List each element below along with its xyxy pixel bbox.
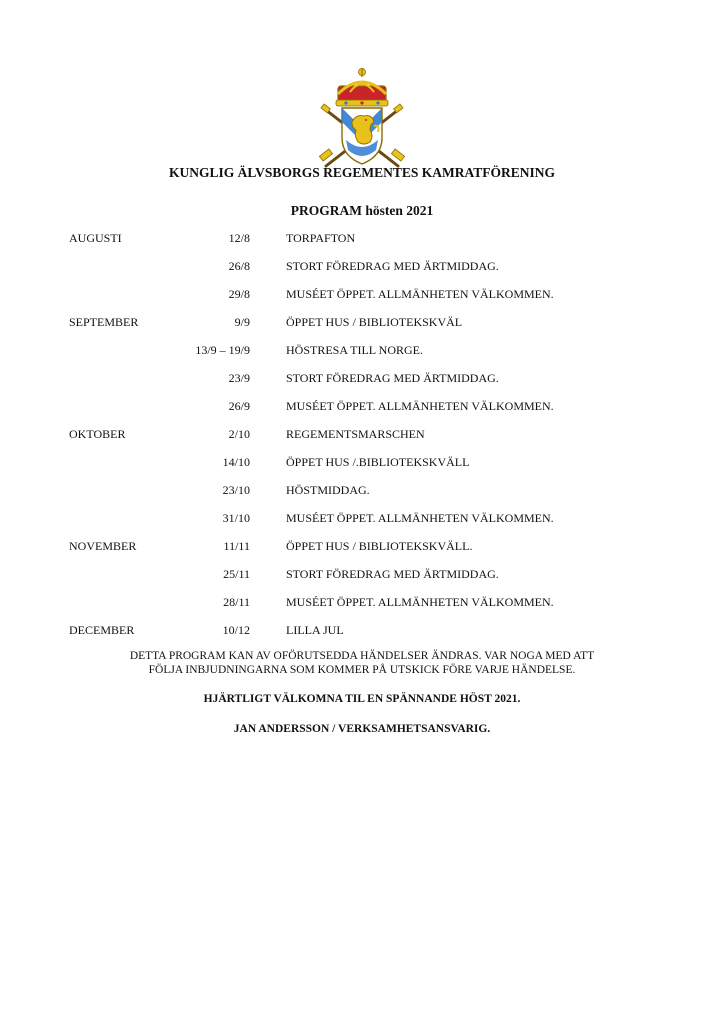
program-date: 9/9 bbox=[234, 315, 250, 329]
program-date: 26/8 bbox=[228, 259, 250, 273]
program-row bbox=[0, 399, 724, 417]
welcome-text: HJÄRTLIGT VÄLKOMNA TIL EN SPÄNNANDE HÖST 2021. bbox=[203, 693, 521, 705]
program-date: 28/11 bbox=[223, 595, 250, 609]
program-event: REGEMENTSMARSCHEN bbox=[286, 427, 425, 441]
program-event: MUSÉET ÖPPET. ALLMÄNHETEN VÄLKOMMEN. bbox=[286, 287, 554, 301]
program-event: MUSÉET ÖPPET. ALLMÄNHETEN VÄLKOMMEN. bbox=[286, 511, 554, 525]
program-date: 11/11 bbox=[223, 539, 250, 553]
program-event: HÖSTRESA TILL NORGE. bbox=[286, 343, 424, 357]
program-event: MUSÉET ÖPPET. ALLMÄNHETEN VÄLKOMMEN. bbox=[286, 399, 554, 413]
program-row bbox=[0, 511, 724, 529]
program-date: 26/9 bbox=[228, 399, 250, 413]
program-event: MUSÉET ÖPPET. ALLMÄNHETEN VÄLKOMMEN. bbox=[286, 595, 554, 609]
program-row bbox=[0, 315, 724, 333]
program-date: 29/8 bbox=[228, 287, 250, 301]
program-month: NOVEMBER bbox=[69, 539, 137, 553]
signature: JAN ANDERSSON / VERKSAMHETSANSVARIG. bbox=[233, 723, 491, 735]
program-row bbox=[0, 567, 724, 585]
organization-title: KUNGLIG ÄLVSBORGS REGEMENTES KAMRATFÖRENING bbox=[169, 165, 555, 180]
program-event: ÖPPET HUS / BIBLIOTEKSKVÄLL. bbox=[286, 539, 473, 553]
program-row bbox=[0, 427, 724, 445]
note-line: FÖLJA INBJUDNINGARNA SOM KOMMER PÅ UTSKICK FÖRE VARJE HÄNDELSE. bbox=[148, 664, 576, 676]
program-event: STORT FÖREDRAG MED ÄRTMIDDAG. bbox=[286, 567, 499, 581]
program-event: ÖPPET HUS /.BIBLIOTEKSKVÄLL bbox=[286, 455, 470, 469]
program-event: HÖSTMIDDAG. bbox=[286, 483, 370, 497]
program-month: DECEMBER bbox=[69, 623, 135, 637]
program-event: STORT FÖREDRAG MED ÄRTMIDDAG. bbox=[286, 371, 499, 385]
program-row bbox=[0, 623, 724, 641]
program-date: 25/11 bbox=[223, 567, 250, 581]
program-date: 10/12 bbox=[222, 623, 250, 637]
program-row bbox=[0, 455, 724, 473]
program-date: 13/9 – 19/9 bbox=[195, 343, 250, 357]
program-row bbox=[0, 539, 724, 557]
program-event: STORT FÖREDRAG MED ÄRTMIDDAG. bbox=[286, 259, 499, 273]
disclaimer-note bbox=[0, 649, 724, 677]
program-row bbox=[0, 371, 724, 389]
program-date: 2/10 bbox=[228, 427, 250, 441]
program-month: OKTOBER bbox=[69, 427, 126, 441]
program-row bbox=[0, 231, 724, 249]
program-row bbox=[0, 287, 724, 305]
program-row bbox=[0, 595, 724, 613]
program-event: TORPAFTON bbox=[286, 231, 356, 245]
program-date: 23/10 bbox=[222, 483, 250, 497]
program-date: 14/10 bbox=[222, 455, 250, 469]
program-title: PROGRAM hösten 2021 bbox=[290, 203, 434, 218]
program-row bbox=[0, 259, 724, 277]
regimental-crest-icon bbox=[316, 66, 408, 170]
program-date: 12/8 bbox=[228, 231, 250, 245]
program-month: AUGUSTI bbox=[69, 231, 122, 245]
program-row bbox=[0, 343, 724, 361]
program-month: SEPTEMBER bbox=[69, 315, 139, 329]
program-date: 31/10 bbox=[222, 511, 250, 525]
program-event: ÖPPET HUS / BIBLIOTEKSKVÄL bbox=[286, 315, 463, 329]
program-row bbox=[0, 483, 724, 501]
program-date: 23/9 bbox=[228, 371, 250, 385]
program-event: LILLA JUL bbox=[286, 623, 344, 637]
note-line: DETTA PROGRAM KAN AV OFÖRUTSEDDA HÄNDELSER ÄNDRAS. VAR NOGA MED ATT bbox=[129, 650, 595, 662]
